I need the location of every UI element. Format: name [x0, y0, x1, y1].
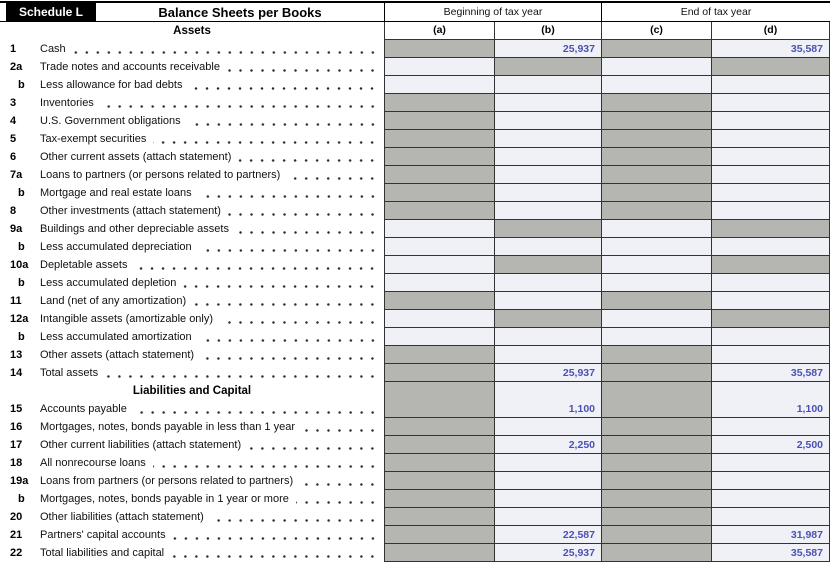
shaded-cell-a	[384, 364, 494, 382]
row-number: b	[18, 241, 25, 253]
amount-cell-a[interactable]	[384, 76, 494, 94]
row-number: 22	[10, 547, 23, 559]
shaded-cell-a	[384, 346, 494, 364]
amount-cell-b[interactable]: 25,937	[494, 544, 601, 562]
row-number: b	[18, 277, 25, 289]
amount-cell-a[interactable]	[384, 220, 494, 238]
beginning-of-tax-year-header: Beginning of tax year	[384, 3, 601, 21]
amount-cell-a[interactable]	[384, 310, 494, 328]
amount-cell-d[interactable]: 31,987	[711, 526, 830, 544]
shaded-cell-a	[384, 472, 494, 490]
shaded-cell-c	[601, 472, 711, 490]
row-head	[0, 292, 384, 310]
row-number: b	[18, 331, 25, 343]
row-number: 21	[10, 529, 23, 541]
row-label: Land (net of any amortization)	[40, 295, 187, 307]
shaded-cell-c	[601, 454, 711, 472]
amount-cell-d[interactable]	[711, 418, 830, 436]
amount-cell-a[interactable]	[384, 274, 494, 292]
amount-cell-b[interactable]: 25,937	[494, 364, 601, 382]
dot-leader	[101, 94, 378, 112]
amount-cell-d[interactable]	[711, 76, 830, 94]
shaded-cell-a	[384, 454, 494, 472]
row-head	[0, 166, 384, 184]
balance-sheet-rows	[0, 40, 830, 562]
amount-cell-d[interactable]	[711, 454, 830, 472]
table-row	[0, 472, 830, 490]
shaded-cell-a	[384, 202, 494, 220]
table-row	[0, 310, 830, 328]
amount-cell-b[interactable]	[494, 274, 601, 292]
amount-cell-a[interactable]	[384, 238, 494, 256]
amount-cell-c[interactable]	[601, 220, 711, 238]
row-label: Mortgages, notes, bonds payable in less than 1 year	[40, 421, 295, 433]
dot-leader	[153, 454, 378, 472]
amount-cell-b[interactable]	[494, 112, 601, 130]
row-number: b	[18, 493, 25, 505]
shaded-cell-a	[384, 130, 494, 148]
dot-leader	[105, 364, 378, 382]
row-head	[0, 274, 384, 292]
amount-cell-b[interactable]	[494, 76, 601, 94]
amount-cell-d[interactable]	[711, 292, 830, 310]
row-head	[0, 202, 384, 220]
dot-leader	[300, 472, 378, 490]
row-label: Mortgages, notes, bonds payable in 1 year or more	[40, 493, 289, 505]
amount-cell-c[interactable]	[601, 58, 711, 76]
amount-cell-d[interactable]	[711, 346, 830, 364]
table-row	[0, 76, 830, 94]
row-label: U.S. Government obligations	[40, 115, 181, 127]
table-row	[0, 436, 830, 454]
row-label: Mortgage and real estate loans	[40, 187, 192, 199]
row-number: 10a	[10, 259, 29, 271]
amount-cell-d[interactable]: 1,100	[711, 400, 830, 418]
row-number: b	[18, 187, 25, 199]
shaded-cell-a	[384, 526, 494, 544]
amount-cell-d[interactable]	[711, 166, 830, 184]
column-header-d: (d)	[711, 22, 830, 40]
row-number: 4	[10, 115, 17, 127]
amount-cell-d[interactable]	[711, 148, 830, 166]
shaded-cell-d	[711, 220, 830, 238]
dot-leader	[236, 220, 378, 238]
row-label: Total assets	[40, 367, 99, 379]
amount-cell-d[interactable]	[711, 130, 830, 148]
form-header-left	[0, 3, 384, 21]
table-row	[0, 58, 830, 76]
row-number: 14	[10, 367, 23, 379]
liabilities-section-header: Liabilities and Capital	[132, 385, 252, 397]
row-label: Other investments (attach statement)	[40, 205, 221, 217]
row-label: Less accumulated depreciation	[40, 241, 192, 253]
row-number: 8	[10, 205, 17, 217]
dot-leader	[173, 526, 378, 544]
row-label: Total liabilities and capital	[40, 547, 165, 559]
dot-leader	[189, 76, 378, 94]
table-row	[0, 400, 830, 418]
amount-cell-b[interactable]	[494, 292, 601, 310]
amount-cell-c[interactable]	[601, 256, 711, 274]
table-row	[0, 112, 830, 130]
row-label: Less accumulated amortization	[40, 331, 192, 343]
row-head	[0, 238, 384, 256]
dot-leader	[199, 238, 378, 256]
row-head	[0, 148, 384, 166]
shaded-cell-d	[711, 256, 830, 274]
shaded-cell-c	[601, 184, 711, 202]
row-head	[0, 310, 384, 328]
row-head	[0, 526, 384, 544]
dot-leader	[287, 166, 378, 184]
row-head	[0, 130, 384, 148]
shaded-cell-b	[494, 58, 601, 76]
shaded-cell-a	[384, 436, 494, 454]
form-title: Balance Sheets per Books	[158, 4, 322, 20]
dot-leader	[238, 148, 378, 166]
shaded-cell-c	[601, 166, 711, 184]
table-row	[0, 256, 830, 274]
shaded-cell-c	[601, 400, 711, 418]
amount-cell-b[interactable]	[494, 238, 601, 256]
amount-cell-b[interactable]	[494, 148, 601, 166]
table-row	[0, 364, 830, 382]
amount-cell-b[interactable]	[494, 508, 601, 526]
table-row	[0, 238, 830, 256]
row-head	[0, 490, 384, 508]
row-head	[0, 454, 384, 472]
row-number: 20	[10, 511, 23, 523]
row-number: 7a	[10, 169, 23, 181]
table-row	[0, 292, 830, 310]
amount-cell-a[interactable]	[384, 328, 494, 346]
dot-leader	[134, 256, 378, 274]
row-head	[0, 418, 384, 436]
table-row	[0, 274, 830, 292]
row-head	[0, 346, 384, 364]
amount-cell-b[interactable]	[494, 184, 601, 202]
row-head	[0, 40, 384, 58]
amount-cell-d[interactable]	[711, 382, 830, 400]
shaded-cell-c	[601, 130, 711, 148]
row-label: Intangible assets (amortizable only)	[40, 313, 214, 325]
shaded-cell-c	[601, 292, 711, 310]
row-head	[0, 256, 384, 274]
amount-cell-b[interactable]: 1,100	[494, 400, 601, 418]
shaded-cell-a	[384, 490, 494, 508]
amount-cell-b[interactable]	[494, 94, 601, 112]
amount-cell-b[interactable]: 2,250	[494, 436, 601, 454]
row-label: Trade notes and accounts receivable	[40, 61, 220, 73]
row-number: 11	[10, 295, 22, 307]
amount-cell-c[interactable]	[601, 328, 711, 346]
row-label: Buildings and other depreciable assets	[40, 223, 229, 235]
amount-cell-d[interactable]	[711, 328, 830, 346]
amount-cell-b[interactable]	[494, 202, 601, 220]
schedule-badge: Schedule L	[6, 3, 96, 21]
row-head	[0, 58, 384, 76]
row-head	[0, 472, 384, 490]
shaded-cell-c	[601, 436, 711, 454]
row-number: 16	[10, 421, 23, 433]
amount-cell-d[interactable]	[711, 202, 830, 220]
row-head	[0, 112, 384, 130]
section-header-row	[0, 382, 830, 400]
table-row	[0, 490, 830, 508]
table-row	[0, 220, 830, 238]
table-row	[0, 148, 830, 166]
amount-cell-b[interactable]	[494, 472, 601, 490]
row-head	[0, 364, 384, 382]
row-number: 18	[10, 457, 23, 469]
row-number: 1	[10, 43, 17, 55]
amount-cell-d[interactable]	[711, 472, 830, 490]
shaded-cell-a	[384, 418, 494, 436]
table-row	[0, 94, 830, 112]
form-header-row	[0, 3, 830, 22]
dot-leader	[228, 202, 378, 220]
table-row	[0, 418, 830, 436]
dot-leader	[188, 112, 378, 130]
row-number: 17	[10, 439, 23, 451]
table-row	[0, 40, 830, 58]
row-number: 9a	[10, 223, 23, 235]
table-row	[0, 526, 830, 544]
dot-leader	[248, 436, 378, 454]
dot-leader	[211, 508, 378, 526]
row-label: Partners' capital accounts	[40, 529, 166, 541]
shaded-cell-a	[384, 382, 494, 400]
shaded-cell-a	[384, 148, 494, 166]
row-head	[0, 94, 384, 112]
end-of-tax-year-header: End of tax year	[601, 3, 830, 21]
column-header-row	[0, 22, 830, 40]
shaded-cell-c	[601, 418, 711, 436]
table-row	[0, 166, 830, 184]
amount-cell-b[interactable]: 25,937	[494, 40, 601, 58]
shaded-cell-a	[384, 508, 494, 526]
amount-cell-d[interactable]	[711, 112, 830, 130]
shaded-cell-c	[601, 508, 711, 526]
shaded-cell-a	[384, 94, 494, 112]
row-label: Loans from partners (or persons related to partners)	[40, 475, 294, 487]
dot-leader	[201, 346, 378, 364]
amount-cell-d[interactable]: 35,587	[711, 364, 830, 382]
row-number: 13	[10, 349, 23, 361]
row-number: 19a	[10, 475, 29, 487]
amount-cell-b[interactable]	[494, 346, 601, 364]
amount-cell-a[interactable]	[384, 256, 494, 274]
row-number: b	[18, 79, 25, 91]
amount-cell-c[interactable]	[601, 310, 711, 328]
row-number: 2a	[10, 61, 23, 73]
row-label: Accounts payable	[40, 403, 127, 415]
amount-cell-d[interactable]	[711, 274, 830, 292]
table-row	[0, 328, 830, 346]
row-label: Other current assets (attach statement)	[40, 151, 232, 163]
row-head	[0, 400, 384, 418]
dot-leader	[302, 418, 378, 436]
row-label: Other current liabilities (attach statement)	[40, 439, 242, 451]
shaded-cell-c	[601, 112, 711, 130]
dot-leader	[134, 400, 378, 418]
row-label: Less accumulated depletion	[40, 277, 177, 289]
amount-cell-b[interactable]	[494, 418, 601, 436]
amount-cell-d[interactable]: 2,500	[711, 436, 830, 454]
dot-leader	[296, 490, 378, 508]
table-row	[0, 202, 830, 220]
amount-cell-b[interactable]	[494, 166, 601, 184]
amount-cell-b[interactable]	[494, 490, 601, 508]
dot-leader	[227, 58, 378, 76]
column-header-a: (a)	[384, 22, 494, 40]
row-head	[0, 436, 384, 454]
amount-cell-d[interactable]	[711, 184, 830, 202]
dot-leader	[199, 328, 378, 346]
row-label: All nonrecourse loans	[40, 457, 146, 469]
amount-cell-c[interactable]	[601, 76, 711, 94]
shaded-cell-b	[494, 220, 601, 238]
amount-cell-c[interactable]	[601, 238, 711, 256]
row-head	[0, 184, 384, 202]
table-row	[0, 454, 830, 472]
shaded-cell-a	[384, 112, 494, 130]
table-row	[0, 346, 830, 364]
row-head	[0, 220, 384, 238]
amount-cell-b[interactable]	[494, 328, 601, 346]
row-number: 6	[10, 151, 17, 163]
amount-cell-d[interactable]	[711, 508, 830, 526]
row-number: 3	[10, 97, 17, 109]
amount-cell-d[interactable]	[711, 94, 830, 112]
column-header-c: (c)	[601, 22, 711, 40]
shaded-cell-b	[494, 256, 601, 274]
shaded-cell-a	[384, 292, 494, 310]
row-head	[0, 328, 384, 346]
shaded-cell-c	[601, 202, 711, 220]
dot-leader	[193, 292, 378, 310]
dot-leader	[153, 130, 378, 148]
schedule-l-balance-sheet	[0, 1, 830, 562]
dot-leader	[73, 40, 378, 58]
table-row	[0, 184, 830, 202]
shaded-cell-c	[601, 382, 711, 400]
row-number: 5	[10, 133, 17, 145]
row-label: Cash	[40, 43, 66, 55]
row-number: 15	[10, 403, 23, 415]
row-label: Other assets (attach statement)	[40, 349, 195, 361]
amount-cell-b[interactable]	[494, 382, 601, 400]
row-label: Other liabilities (attach statement)	[40, 511, 204, 523]
row-label: Less allowance for bad debts	[40, 79, 183, 91]
shaded-cell-a	[384, 184, 494, 202]
shaded-cell-c	[601, 40, 711, 58]
amount-cell-c[interactable]	[601, 274, 711, 292]
table-row	[0, 130, 830, 148]
shaded-cell-c	[601, 364, 711, 382]
row-label: Loans to partners (or persons related to partners)	[40, 169, 281, 181]
table-row	[0, 544, 830, 562]
amount-cell-a[interactable]	[384, 58, 494, 76]
shaded-cell-c	[601, 544, 711, 562]
shaded-cell-b	[494, 310, 601, 328]
shaded-cell-c	[601, 346, 711, 364]
shaded-cell-a	[384, 166, 494, 184]
amount-cell-d[interactable]	[711, 490, 830, 508]
shaded-cell-a	[384, 40, 494, 58]
amount-cell-b[interactable]: 22,587	[494, 526, 601, 544]
row-head	[0, 508, 384, 526]
dot-leader	[183, 274, 378, 292]
table-row	[0, 508, 830, 526]
amount-cell-d[interactable]: 35,587	[711, 544, 830, 562]
column-header-b: (b)	[494, 22, 601, 40]
row-label: Inventories	[40, 97, 94, 109]
shaded-cell-a	[384, 400, 494, 418]
amount-cell-b[interactable]	[494, 454, 601, 472]
row-label: Depletable assets	[40, 259, 128, 271]
amount-cell-b[interactable]	[494, 130, 601, 148]
shaded-cell-c	[601, 148, 711, 166]
shaded-cell-a	[384, 544, 494, 562]
row-number: 12a	[10, 313, 29, 325]
shaded-cell-c	[601, 490, 711, 508]
amount-cell-d[interactable]: 35,587	[711, 40, 830, 58]
row-label: Tax-exempt securities	[40, 133, 147, 145]
row-head	[0, 544, 384, 562]
shaded-cell-c	[601, 526, 711, 544]
shaded-cell-d	[711, 310, 830, 328]
assets-section-header: Assets	[173, 25, 211, 37]
amount-cell-d[interactable]	[711, 238, 830, 256]
dot-leader	[199, 184, 378, 202]
shaded-cell-d	[711, 58, 830, 76]
dot-leader	[220, 310, 378, 328]
dot-leader	[171, 544, 378, 562]
shaded-cell-c	[601, 94, 711, 112]
row-head	[0, 76, 384, 94]
